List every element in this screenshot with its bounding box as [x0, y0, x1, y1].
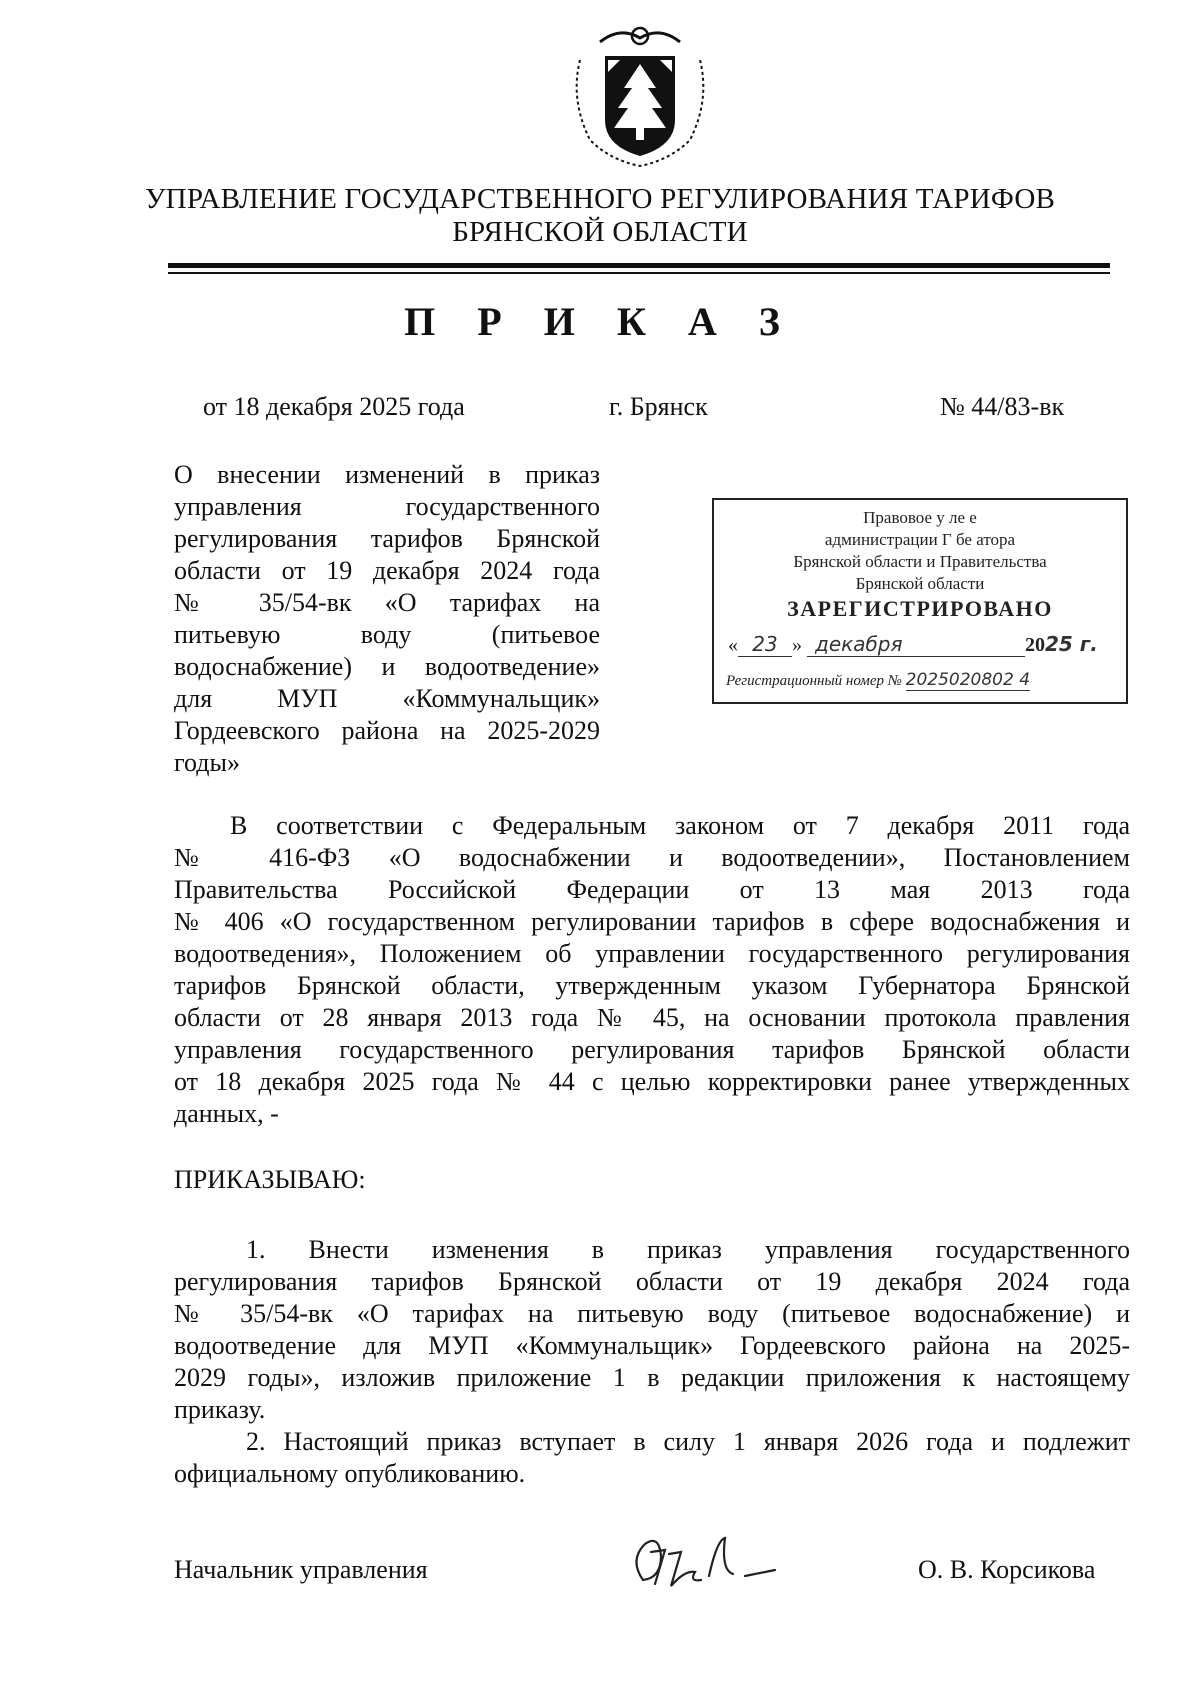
preamble-line: данных, - — [174, 1099, 279, 1128]
subject-line: регулирования тарифов Брянской — [174, 524, 600, 553]
item-line: официальному опубликованию. — [174, 1459, 526, 1488]
subject-line: годы» — [174, 748, 240, 777]
agency-name-line1: УПРАВЛЕНИЕ ГОСУДАРСТВЕННОГО РЕГУЛИРОВАНИЯ ТАРИФОВ — [144, 183, 1056, 215]
item-line: № 35/54-вк «О тарифах на питьевую воду (питьевое водоснабжение) и — [174, 1299, 1130, 1328]
subject-line: № 35/54-вк «О тарифах на — [174, 588, 600, 617]
stamp-date-row — [728, 632, 1118, 657]
subject-line: Гордеевского района на 2025-2029 — [174, 716, 600, 745]
preamble-line: тарифов Брянской области, утвержденным указом Губернатора Брянской — [174, 971, 1130, 1000]
header-divider-thick — [168, 263, 1110, 268]
item-line: 2029 годы», изложив приложение 1 в редакции приложения к настоящему — [174, 1363, 1130, 1392]
stamp-reg-number: 2025020802 4 — [905, 670, 1031, 690]
handwritten-signature — [625, 1530, 785, 1600]
item-line: 2. Настоящий приказ вступает в силу 1 января 2026 года и подлежит — [246, 1427, 1130, 1456]
subject-line: области от 19 декабря 2024 года — [174, 556, 600, 585]
stamp-line: Правовое у ле е — [863, 508, 977, 527]
item-line: регулирования тарифов Брянской области от 19 декабря 2024 года — [174, 1267, 1130, 1296]
item-line: приказу. — [174, 1395, 266, 1424]
document-title: П Р И К А З — [404, 299, 796, 344]
order-number: № 44/83-вк — [940, 392, 1065, 421]
stamp-year-prefix: 20 — [1025, 634, 1045, 656]
stamp-day-open: « — [728, 634, 738, 656]
subject-line: водоснабжение) и водоотведение» — [174, 652, 600, 681]
stamp-month: декабря — [807, 632, 1025, 657]
subject-line: для МУП «Коммунальщик» — [174, 684, 600, 713]
item-line: водоотведение для МУП «Коммунальщик» Гордеевского района на 2025- — [174, 1331, 1130, 1360]
preamble-line: от 18 декабря 2025 года № 44 с целью корректировки ранее утвержденных — [174, 1067, 1130, 1096]
preamble-line: водоотведения», Положением об управлении государственного регулирования — [174, 939, 1130, 968]
signatory-position: Начальник управления — [174, 1555, 428, 1584]
agency-name-line2: БРЯНСКОЙ ОБЛАСТИ — [452, 216, 748, 248]
item-line: 1. Внести изменения в приказ управления государственного — [246, 1235, 1130, 1264]
preamble-line: № 406 «О государственном регулировании тарифов в сфере водоснабжения и — [174, 907, 1130, 936]
subject-line: О внесении изменений в приказ — [174, 460, 600, 489]
registration-stamp — [712, 498, 1128, 704]
stamp-reg-label: Регистрационный номер № — [726, 673, 902, 689]
subject-line: управления государственного — [174, 492, 600, 521]
stamp-line: Брянской области — [855, 574, 985, 593]
order-date: от 18 декабря 2025 года — [203, 392, 465, 421]
orders-label: ПРИКАЗЫВАЮ: — [174, 1165, 366, 1194]
order-city: г. Брянск — [609, 392, 708, 421]
preamble-line: области от 28 января 2013 года № 45, на основании протокола правления — [174, 1003, 1130, 1032]
stamp-line: администрации Г бе атора — [824, 530, 1016, 549]
stamp-year: 25 г. — [1045, 632, 1098, 656]
preamble-line: Правительства Российской Федерации от 13 мая 2013 года — [174, 875, 1130, 904]
stamp-line: Брянской области и Правительства — [793, 552, 1047, 571]
stamp-registered-label: ЗАРЕГИСТРИРОВАНО — [787, 596, 1053, 621]
stamp-reg-number-row — [726, 670, 1126, 690]
signatory-name: О. В. Корсикова — [918, 1555, 1096, 1584]
stamp-day: 23 — [738, 632, 792, 657]
coat-of-arms-emblem — [560, 20, 720, 170]
preamble-line: № 416-ФЗ «О водоснабжении и водоотведении», Постановлением — [174, 843, 1130, 872]
subject-line: питьевую воду (питьевое — [174, 620, 600, 649]
preamble-line: управления государственного регулирования тарифов Брянской области — [174, 1035, 1130, 1064]
stamp-day-close: » — [792, 634, 802, 656]
header-divider-thin — [168, 272, 1110, 274]
preamble-line: В соответствии с Федеральным законом от 7 декабря 2011 года — [230, 811, 1130, 840]
